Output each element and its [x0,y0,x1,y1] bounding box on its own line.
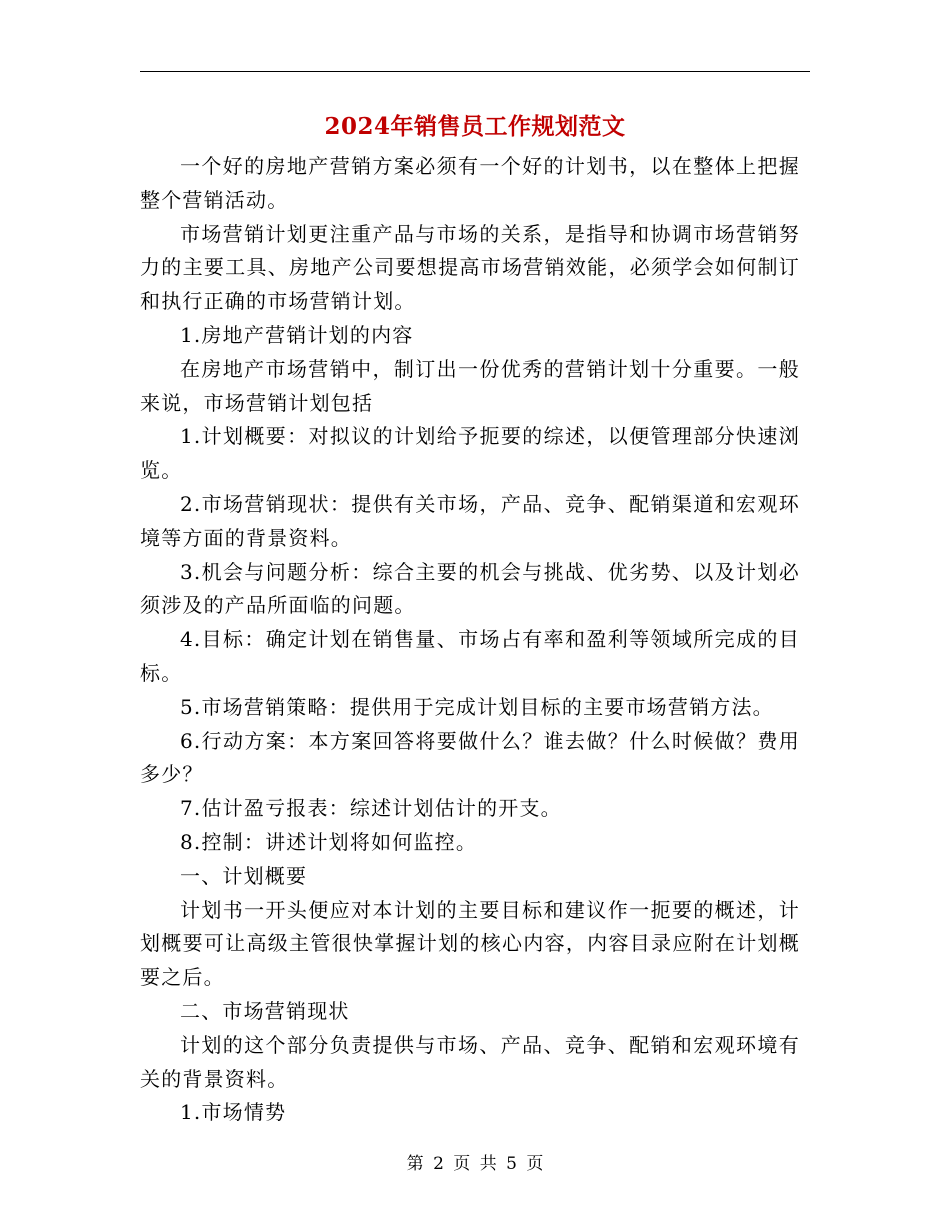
paragraph: 计划书一开头便应对本计划的主要目标和建议作一扼要的概述，计划概要可让高级主管很快掌握计划的核心内容，内容目录应附在计划概要之后。 [140,897,800,990]
paragraph: 计划的这个部分负责提供与市场、产品、竞争、配销和宏观环境有关的背景资料。 [140,1032,800,1091]
list-item: 2.市场营销现状：提供有关市场，产品、竞争、配销渠道和宏观环境等方面的背景资料。 [140,491,800,550]
section-heading: 一、计划概要 [180,863,308,888]
paragraph: 在房地产市场营销中，制订出一份优秀的营销计划十分重要。一般来说，市场营销计划包括 [140,356,800,415]
document-body [140,150,800,1130]
document-title: 2024年销售员工作规划范文 [324,113,626,140]
list-item: 6.行动方案：本方案回答将要做什么？谁去做？什么时候做？费用多少？ [140,728,800,787]
list-item: 5.市场营销策略：提供用于完成计划目标的主要市场营销方法。 [180,694,774,719]
list-item: 7.估计盈亏报表：综述计划估计的开支。 [180,796,562,821]
section-heading: 1.市场情势 [180,1100,287,1125]
section-heading: 二、市场营销现状 [180,998,350,1023]
header-rule [140,71,810,72]
list-item: 1.计划概要：对拟议的计划给予扼要的综述，以便管理部分快速浏览。 [140,424,800,483]
page-number-footer: 第 2 页 共 5 页 [406,1154,544,1174]
paragraph: 市场营销计划更注重产品与市场的关系，是指导和协调市场营销努力的主要工具、房地产公司要想提高市场营销效能，必须学会如何制订和执行正确的市场营销计划。 [140,221,800,314]
section-heading: 1.房地产营销计划的内容 [180,322,414,347]
paragraph: 一个好的房地产营销方案必须有一个好的计划书，以在整体上把握整个营销活动。 [140,154,800,212]
list-item: 8.控制：讲述计划将如何监控。 [180,829,478,854]
list-item: 3.机会与问题分析：综合主要的机会与挑战、优劣势、以及计划必须涉及的产品所面临的问题。 [140,559,800,618]
list-item: 4.目标：确定计划在销售量、市场占有率和盈利等领域所完成的目标。 [140,627,800,685]
